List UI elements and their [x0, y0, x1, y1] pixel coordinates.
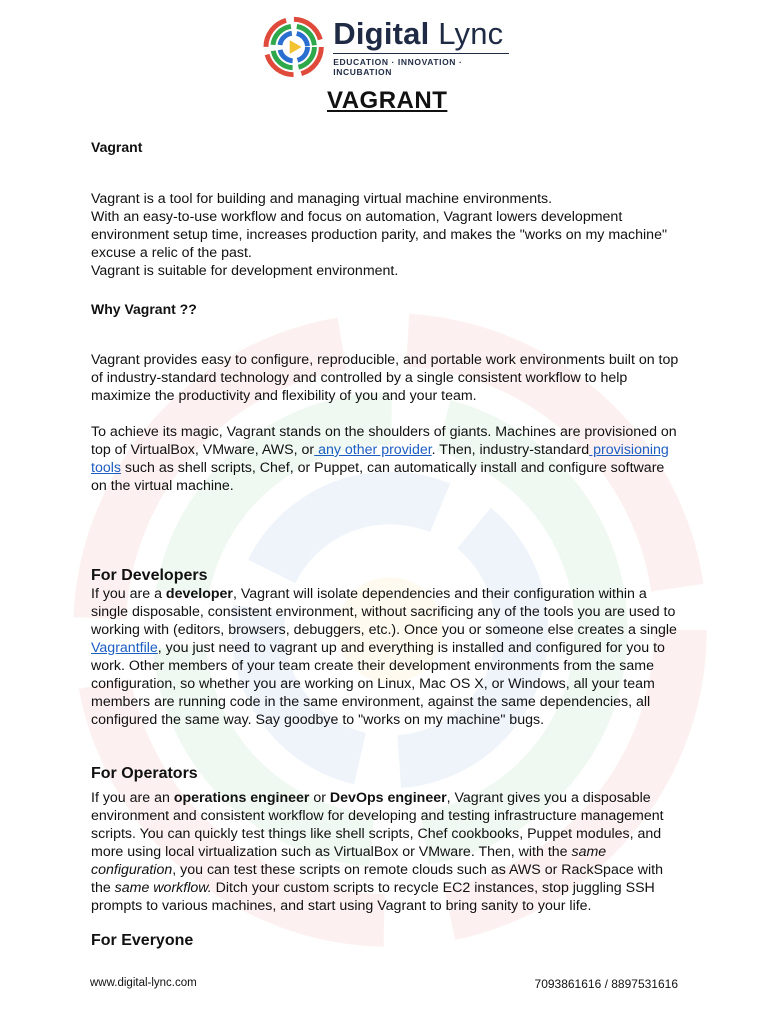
vagrantfile-link[interactable]: Vagrantfile: [91, 640, 158, 656]
digital-lync-logo-icon: [262, 15, 325, 79]
operators-heading: For Operators: [91, 765, 198, 782]
magic-paragraph: To achieve its magic, Vagrant stands on the shoulders of giants. Machines are provisioned on top of VirtualBox, VMware, AWS, or any other provider. Then, industry-standard provisioning tools such as shell scripts, Chef, or Puppet, can automatically install and configure software on the virtual machine.: [91, 424, 677, 494]
everyone-heading: For Everyone: [91, 932, 194, 949]
footer-website: www.digital-lync.com: [90, 977, 197, 989]
brand-name: Digital Lync: [333, 16, 504, 51]
header-logo: [262, 14, 522, 80]
why-heading: Why Vagrant ??: [91, 301, 197, 317]
brand-tagline: EDUCATION · INNOVATION · INCUBATION: [333, 57, 463, 77]
logo-divider: [333, 53, 509, 54]
document-title: VAGRANT: [327, 87, 448, 114]
developers-heading: For Developers: [91, 567, 208, 584]
footer-phones: 7093861616 / 8897531616: [534, 977, 678, 991]
developers-paragraph: If you are a developer, Vagrant will isolate dependencies and their configuration within a single disposable, consistent environment, without sacrificing any of the tools you are used to working with (editors, browsers, debuggers, etc.). Once you or someone else creates a single Vagrantfile, you just need to vagrant up and everything is installed and configured for you to work. Other members of your team create their development environments from the same configuration, so whether you are working on Linux, Mac OS X, or Windows, all your team members are running code in the same environment, against the same dependencies, all configured the same way. Say goodbye to "works on my machine" bugs.: [91, 586, 677, 728]
intro-paragraph: Vagrant is a tool for building and managing virtual machine environments. With an easy-to-use workflow and focus on automation, Vagrant lowers development environment setup time, increases production parity, and makes the "works on my machine" excuse a relic of the past. Vagrant is suitable for development environment.: [91, 191, 667, 279]
provisioning-tools-link[interactable]: provisioning tools: [91, 442, 669, 476]
intro-heading: Vagrant: [91, 139, 143, 155]
any-other-provider-link[interactable]: any other provider: [314, 442, 432, 458]
why-paragraph: Vagrant provides easy to configure, reproducible, and portable work environments built on top of industry-standard technology and controlled by a single consistent workflow to help maximize the productivity and flexibility of you and your team.: [91, 352, 679, 404]
operators-paragraph: If you are an operations engineer or DevOps engineer, Vagrant gives you a disposable environment and consistent workflow for developing and testing infrastructure management scripts. You can quickly test things like shell scripts, Chef cookbooks, Puppet modules, and more using local virtualization such as VirtualBox or VMware. Then, with the same configuration, you can test these scripts on remote clouds such as AWS or RackSpace with the same workflow. Ditch your custom scripts to recycle EC2 instances, stop juggling SSH prompts to various machines, and start using Vagrant to bring sanity to your life.: [91, 790, 664, 914]
